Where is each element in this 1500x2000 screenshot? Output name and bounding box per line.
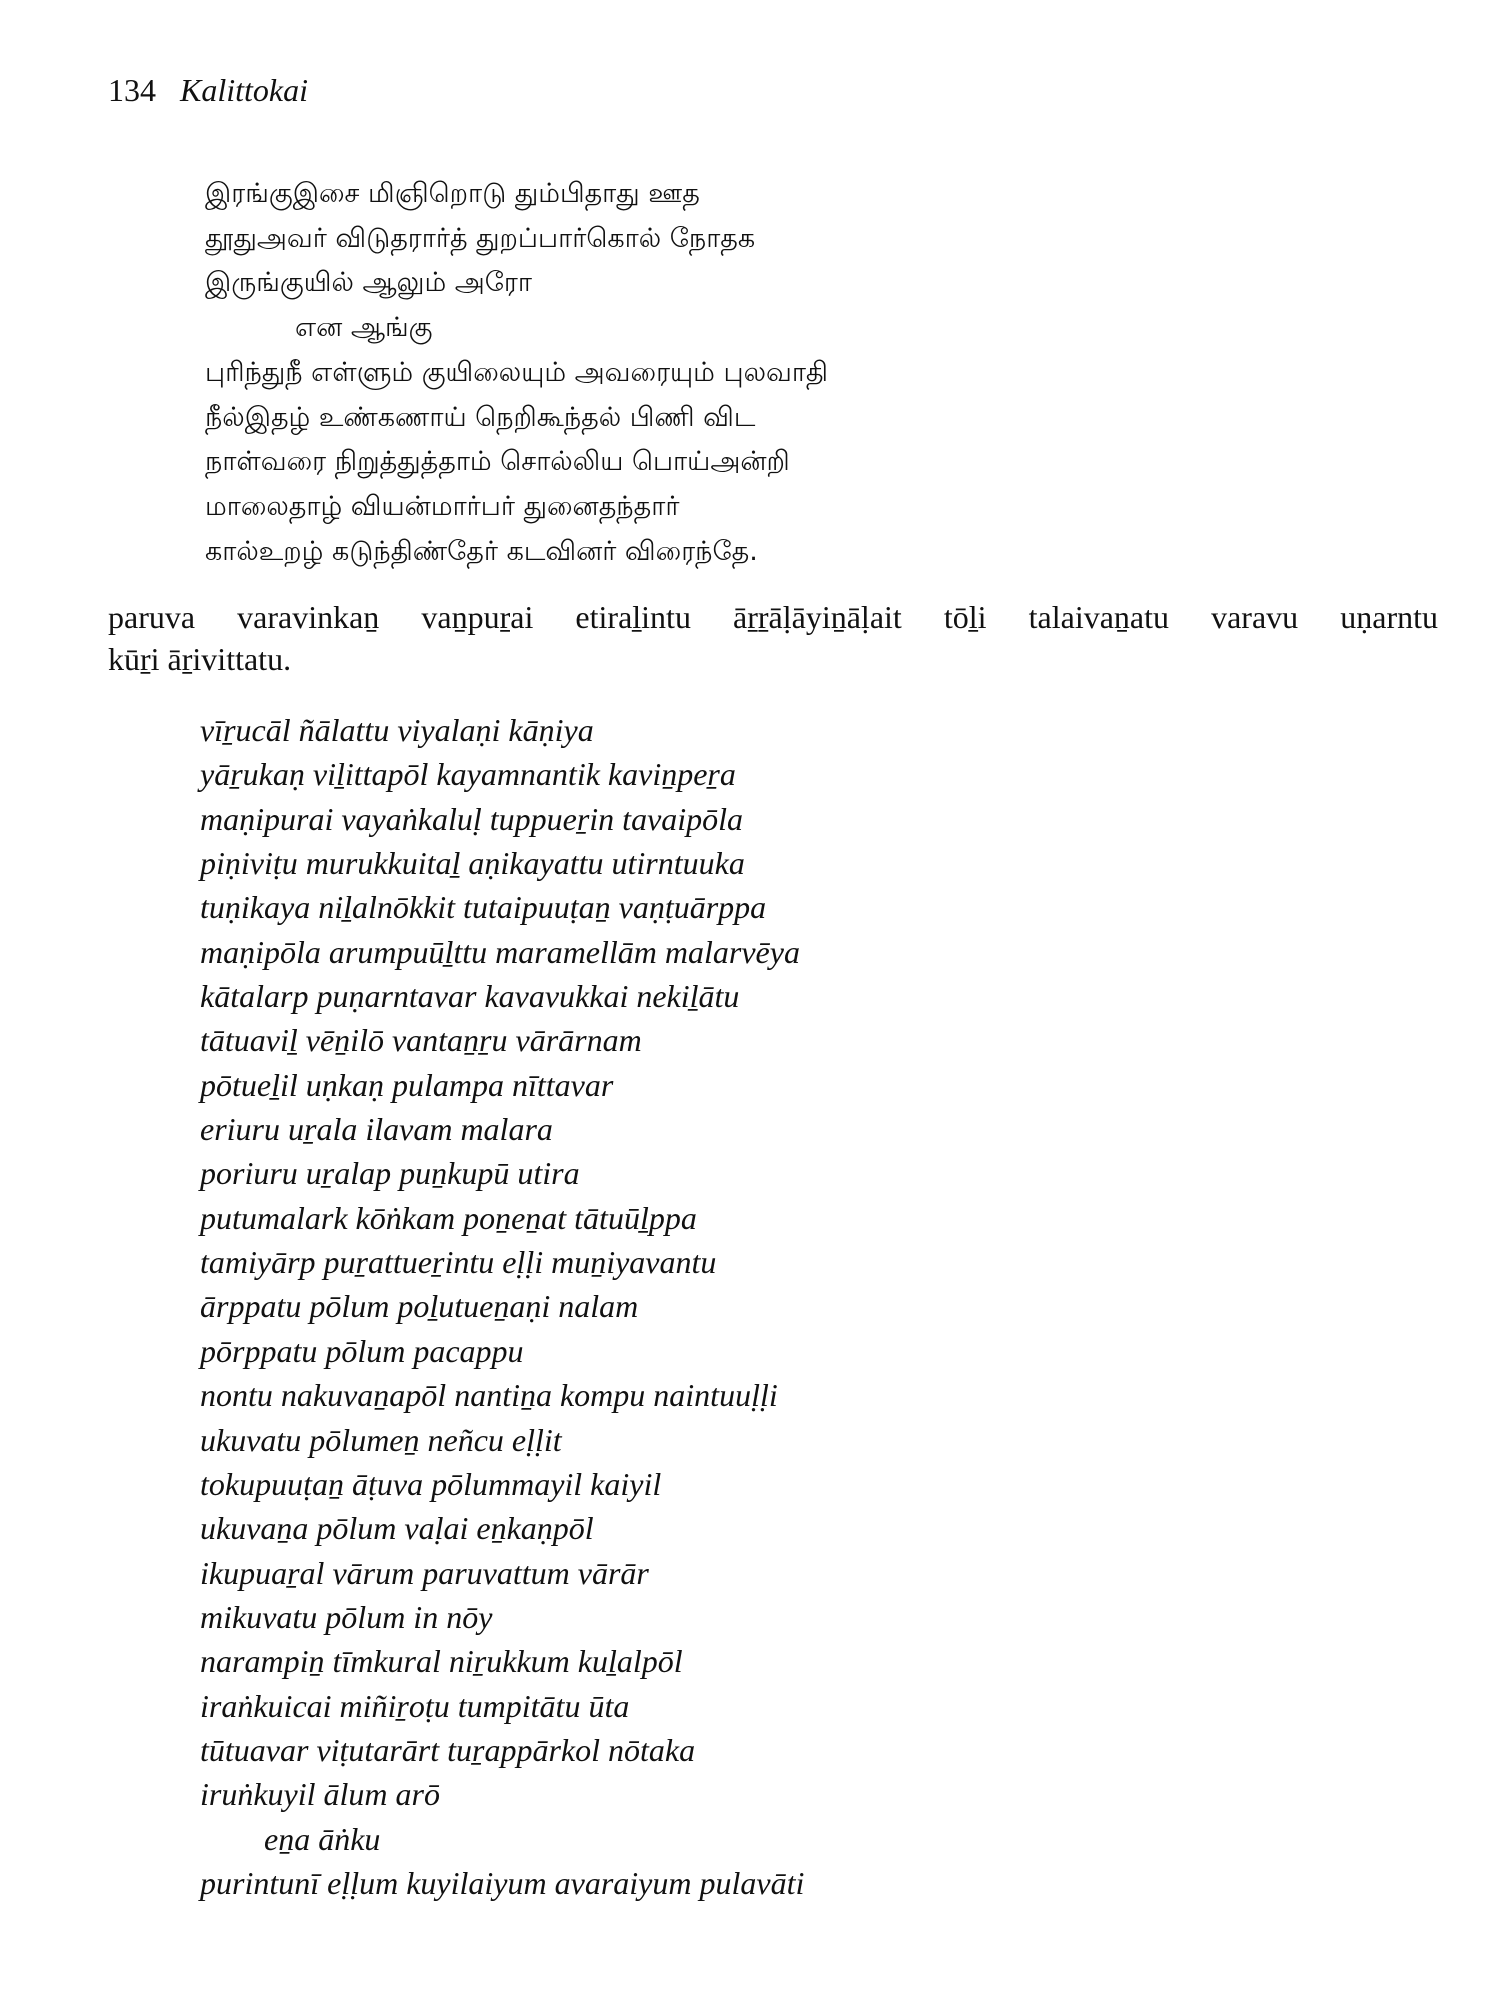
translit-verse-line: ukuvaṉa pōlum vaḷai eṉkaṇpōl — [200, 1510, 594, 1547]
running-title: Kalittokai — [180, 72, 308, 108]
translit-verse-line: ārppatu pōlum poḻutueṉaṇi nalam — [200, 1288, 639, 1325]
translit-verse-line: iraṅkuicai miñiṟoṭu tumpitātu ūta — [200, 1687, 630, 1724]
translit-verse-line: maṇipōla arumpuūḻttu maramellām malarvēya — [200, 933, 800, 970]
translit-verse-line: tūtuavar viṭutarārt tuṟappārkol nōtaka — [200, 1731, 696, 1768]
translit-verse-line: eriuru uṟala ilavam malara — [200, 1111, 553, 1148]
translit-verse-line: piṇiviṭu murukkuitaḻ aṇikayattu utirntuuka — [200, 845, 745, 882]
translit-verse-line: putumalark kōṅkam poṉeṉat tātuūḻppa — [200, 1199, 697, 1236]
prose-line: paruva varavinkaṉ vaṉpuṟai etiraḻintu āṟṟāḷāyiṉāḷait tōḻi talaivaṉatu varavu uṇarntu — [108, 599, 1438, 635]
tamil-verse-line: கால்உறழ் கடுந்திண்தேர் கடவினர் விரைந்தே. — [205, 535, 758, 567]
translit-verse-line: purintunī eḷḷum kuyilaiyum avaraiyum pulavāti — [200, 1864, 805, 1901]
translit-verse-line: nontu nakuvaṉapōl nantiṉa kompu naintuuḷḷi — [200, 1377, 778, 1414]
translit-verse-line: eṉa āṅku — [264, 1820, 381, 1857]
translit-verse-line: yāṟukaṇ viḻittapōl kayamnantik kaviṉpeṟa — [200, 756, 736, 793]
translit-verse-line: tamiyārp puṟattueṟintu eḷḷi muṉiyavantu — [200, 1244, 717, 1281]
translit-verse-line: narampiṉ tīmkural niṟukkum kuḻalpōl — [200, 1643, 683, 1680]
translit-verse-line: vīṟucāl ñālattu viyalaṇi kāṇiya — [200, 712, 594, 748]
tamil-verse-line: புரிந்துநீ எள்ளும் குயிலையும் அவரையும் புலவாதி — [205, 356, 829, 388]
translit-verse-line: maṇipurai vayaṅkaluḷ tuppueṟin tavaipōla — [200, 800, 744, 837]
translit-verse-line: ukuvatu pōlumeṉ neñcu eḷḷit — [200, 1421, 562, 1458]
page-number: 134 — [108, 72, 156, 108]
tamil-verse — [205, 172, 828, 574]
translit-verse-line: tuṇikaya niḻalnōkkit tutaipuuṭaṉ vaṇṭuārppa — [200, 889, 767, 926]
prose-line: kūṟi āṟivittatu. — [108, 641, 292, 677]
translit-verse-line: kātalarp puṇarntavar kavavukkai nekiḻātu — [200, 978, 740, 1015]
translit-verse-line: ikupuaṟal vārum paruvattum vārār — [200, 1554, 649, 1591]
translit-verse-line: iruṅkuyil ālum arō — [200, 1776, 440, 1813]
translit-verse-line: pōrppatu pōlum pacappu — [200, 1332, 524, 1369]
tamil-verse-line: இரங்குஇசை மிஞிறொடு தும்பிதாது ஊத — [205, 178, 700, 209]
tamil-verse-line: மாலைதாழ் வியன்மார்பர் துனைதந்தார் — [205, 490, 680, 522]
tamil-verse-line: தூதுஅவர் விடுதரார்த் துறப்பார்கொல் நோதக — [205, 222, 756, 254]
tamil-verse-line: நாள்வரை நிறுத்துத்தாம் சொல்லிய பொய்அன்றி — [205, 446, 790, 478]
running-header — [108, 74, 308, 106]
translit-verse-line: poriuru uṟalap puṉkupū utira — [200, 1155, 580, 1192]
tamil-verse-line: நீல்இதழ் உண்கணாய் நெறிகூந்தல் பிணி விட — [205, 401, 756, 433]
translit-verse-line: tātuaviḻ vēṉilō vantaṉṟu vārārnam — [200, 1022, 642, 1059]
translit-verse-line: pōtueḻil uṇkaṇ pulampa nīttavar — [200, 1066, 614, 1103]
translit-verse-line: mikuvatu pōlum in nōy — [200, 1598, 493, 1635]
prose-colophon — [108, 596, 1438, 680]
tamil-verse-line: என ஆங்கு — [295, 312, 433, 344]
translit-verse-line: tokupuuṭaṉ āṭuva pōlummayil kaiyil — [200, 1465, 662, 1502]
transliterated-verse — [200, 708, 804, 1905]
tamil-verse-line: இருங்குயில் ஆலும் அரோ — [205, 267, 532, 299]
